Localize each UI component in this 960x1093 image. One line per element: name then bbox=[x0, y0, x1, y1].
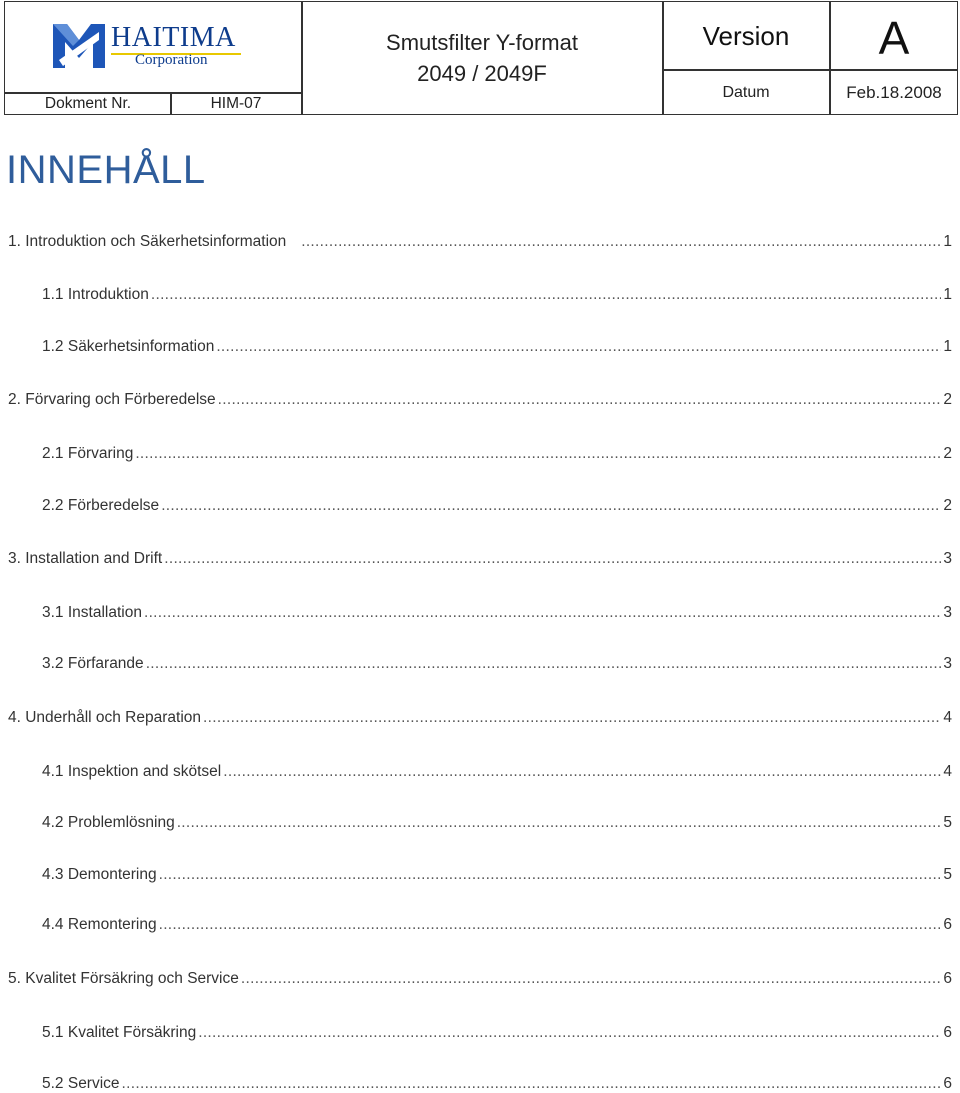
toc-entry[interactable]: 4.2 Problemlösning ..... 5 bbox=[42, 814, 952, 832]
toc-entry[interactable]: 1. Introduktion och Säkerhetsinformation ..... 1 bbox=[8, 233, 952, 251]
toc-entry[interactable]: 4. Underhåll och Reparation ..... 4 bbox=[8, 709, 952, 727]
toc-entry[interactable]: 5. Kvalitet Försäkring och Service ..... 6 bbox=[8, 970, 952, 988]
version-value: A bbox=[878, 12, 910, 64]
toc-entry[interactable]: 3.1 Installation ..... 3 bbox=[42, 604, 952, 622]
company-name: HAITIMA bbox=[111, 22, 236, 53]
page-heading: INNEHÅLL bbox=[6, 148, 206, 192]
toc-entry[interactable]: 2.2 Förberedelse ..... 2 bbox=[42, 497, 952, 515]
doc-nr-label: Dokment Nr. bbox=[44, 95, 132, 112]
haitima-logo-icon bbox=[53, 24, 105, 68]
company-logo bbox=[5, 2, 301, 69]
toc-entry[interactable]: 5.1 Kvalitet Försäkring ..... 6 bbox=[42, 1024, 952, 1042]
toc-entry[interactable]: 3.2 Förfarande ..... 3 bbox=[42, 655, 952, 673]
company-subtitle: Corporation bbox=[135, 52, 208, 68]
toc-entry[interactable]: 5.2 Service ..... 6 bbox=[42, 1075, 952, 1093]
version-label: Version bbox=[702, 21, 790, 51]
toc-entry[interactable]: 2. Förvaring och Förberedelse ..... 2 bbox=[8, 391, 952, 409]
toc-entry[interactable]: 1.1 Introduktion ..... 1 bbox=[42, 286, 952, 304]
doc-nr-value: HIM-07 bbox=[210, 95, 262, 112]
date-label: Datum bbox=[722, 84, 770, 101]
toc-entry[interactable]: 4.3 Demontering ..... 5 bbox=[42, 866, 952, 884]
toc-entry[interactable]: 3. Installation and Drift ..... 3 bbox=[8, 550, 952, 568]
document-title bbox=[302, 2, 662, 115]
toc-entry[interactable]: 2.1 Förvaring ..... 2 bbox=[42, 445, 952, 463]
title-line-1: Smutsfilter Y-format bbox=[386, 30, 578, 55]
title-line-2: 2049 / 2049F bbox=[417, 61, 547, 86]
toc-entry[interactable]: 4.1 Inspektion and skötsel ..... 4 bbox=[42, 763, 952, 781]
toc-entry[interactable]: 1.2 Säkerhetsinformation ..... 1 bbox=[42, 338, 952, 356]
document-header bbox=[4, 1, 958, 115]
toc-entry[interactable]: 4.4 Remontering ..... 6 bbox=[42, 916, 952, 934]
date-value: Feb.18.2008 bbox=[846, 83, 942, 102]
